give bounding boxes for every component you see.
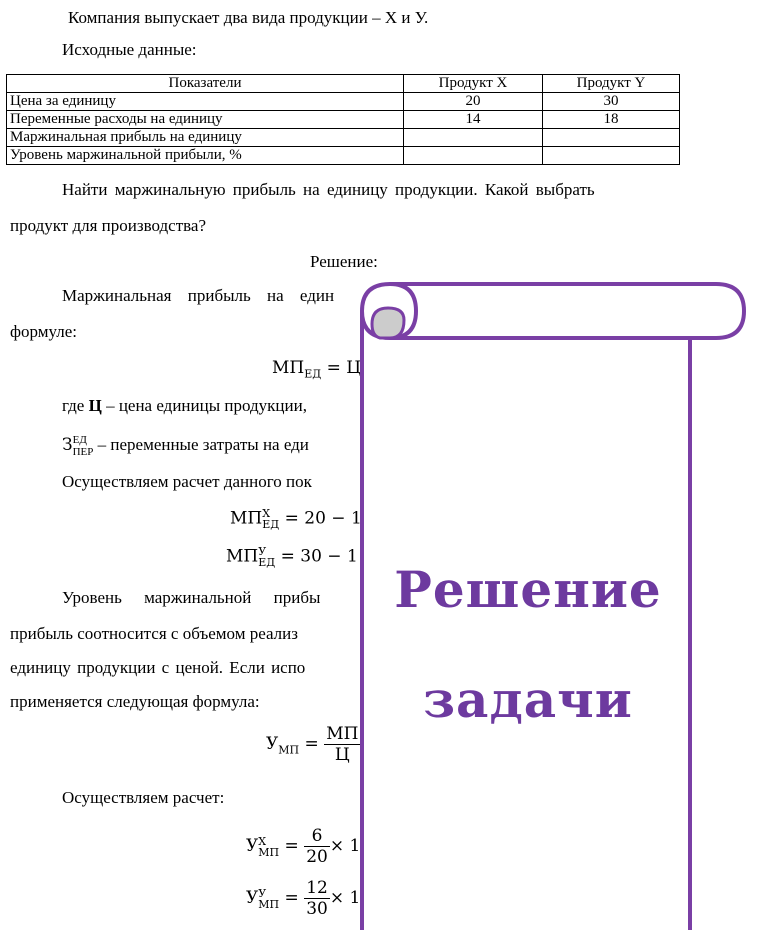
table-cell: 20 — [404, 93, 543, 111]
table-cell: 18 — [543, 111, 680, 129]
table-row — [7, 147, 680, 165]
table-header: Продукт X — [404, 75, 543, 93]
solution-scroll-banner — [360, 280, 760, 930]
intro-text: Компания выпускает два вида продукции – Х и У. — [68, 8, 429, 27]
table-cell: 30 — [543, 93, 680, 111]
where-price: где Ц – цена единицы продукции, — [62, 396, 307, 415]
table-cell — [404, 147, 543, 165]
table-cell: Маржинальная прибыль на единицу — [7, 129, 404, 147]
solution-heading: Решение: — [310, 252, 378, 271]
table-cell: 14 — [404, 111, 543, 129]
formula-mp-y: МП У ЕД = 30 − 1 — [226, 545, 358, 569]
table-cell — [404, 129, 543, 147]
table-cell: Уровень маржинальной прибыли, % — [7, 147, 404, 165]
table-header-row — [7, 75, 680, 93]
where-variable-cost: З ЕД ПЕР – переменные затраты на еди — [62, 434, 309, 458]
paragraph-2d: применяется следующая формула: — [10, 692, 260, 711]
formula-margin-level: $У_{МП}$ = $\frac{МП}{Ц}$ — [266, 724, 359, 765]
banner-title-line-1: Решение — [394, 560, 662, 619]
table-header: Продукт Y — [543, 75, 680, 93]
source-data-table — [6, 74, 680, 165]
formula-u-x: У Х МП = $\frac{6}{20}$ × 1 — [246, 826, 361, 867]
formula-mp-unit: $МП_{ЕД} = Ц$ — [272, 358, 362, 381]
table-cell: Цена за единицу — [7, 93, 404, 111]
calc-intro: Осуществляем расчет данного пок — [62, 472, 312, 491]
source-label: Исходные данные: — [62, 40, 197, 59]
calc-2-intro: Осуществляем расчет: — [62, 788, 225, 807]
table-row — [7, 129, 680, 147]
table-cell — [543, 147, 680, 165]
table-header: Показатели — [7, 75, 404, 93]
paragraph-1b: формуле: — [10, 322, 78, 341]
paragraph-2a: Уровень маржинальной прибы — [62, 588, 321, 607]
task-line-1: Найти маржинальную прибыль на единицу продукции. Какой выбрать — [62, 180, 595, 199]
table-row — [7, 111, 680, 129]
paragraph-2b: прибыль соотносится с объемом реализ — [10, 624, 298, 643]
banner-title-line-2: задачи — [423, 670, 633, 729]
formula-u-y: У У МП = $\frac{12}{30}$ × 1 — [246, 878, 361, 919]
formula-mp-x: МП Х ЕД = 20 − 1 — [230, 507, 362, 531]
table-row — [7, 93, 680, 111]
task-line-2: продукт для производства? — [10, 216, 207, 235]
table-cell: Переменные расходы на единицу — [7, 111, 404, 129]
paragraph-1a: Маржинальная прибыль на един — [62, 286, 335, 305]
paragraph-2c: единицу продукции с ценой. Если испо — [10, 658, 306, 677]
table-cell — [543, 129, 680, 147]
